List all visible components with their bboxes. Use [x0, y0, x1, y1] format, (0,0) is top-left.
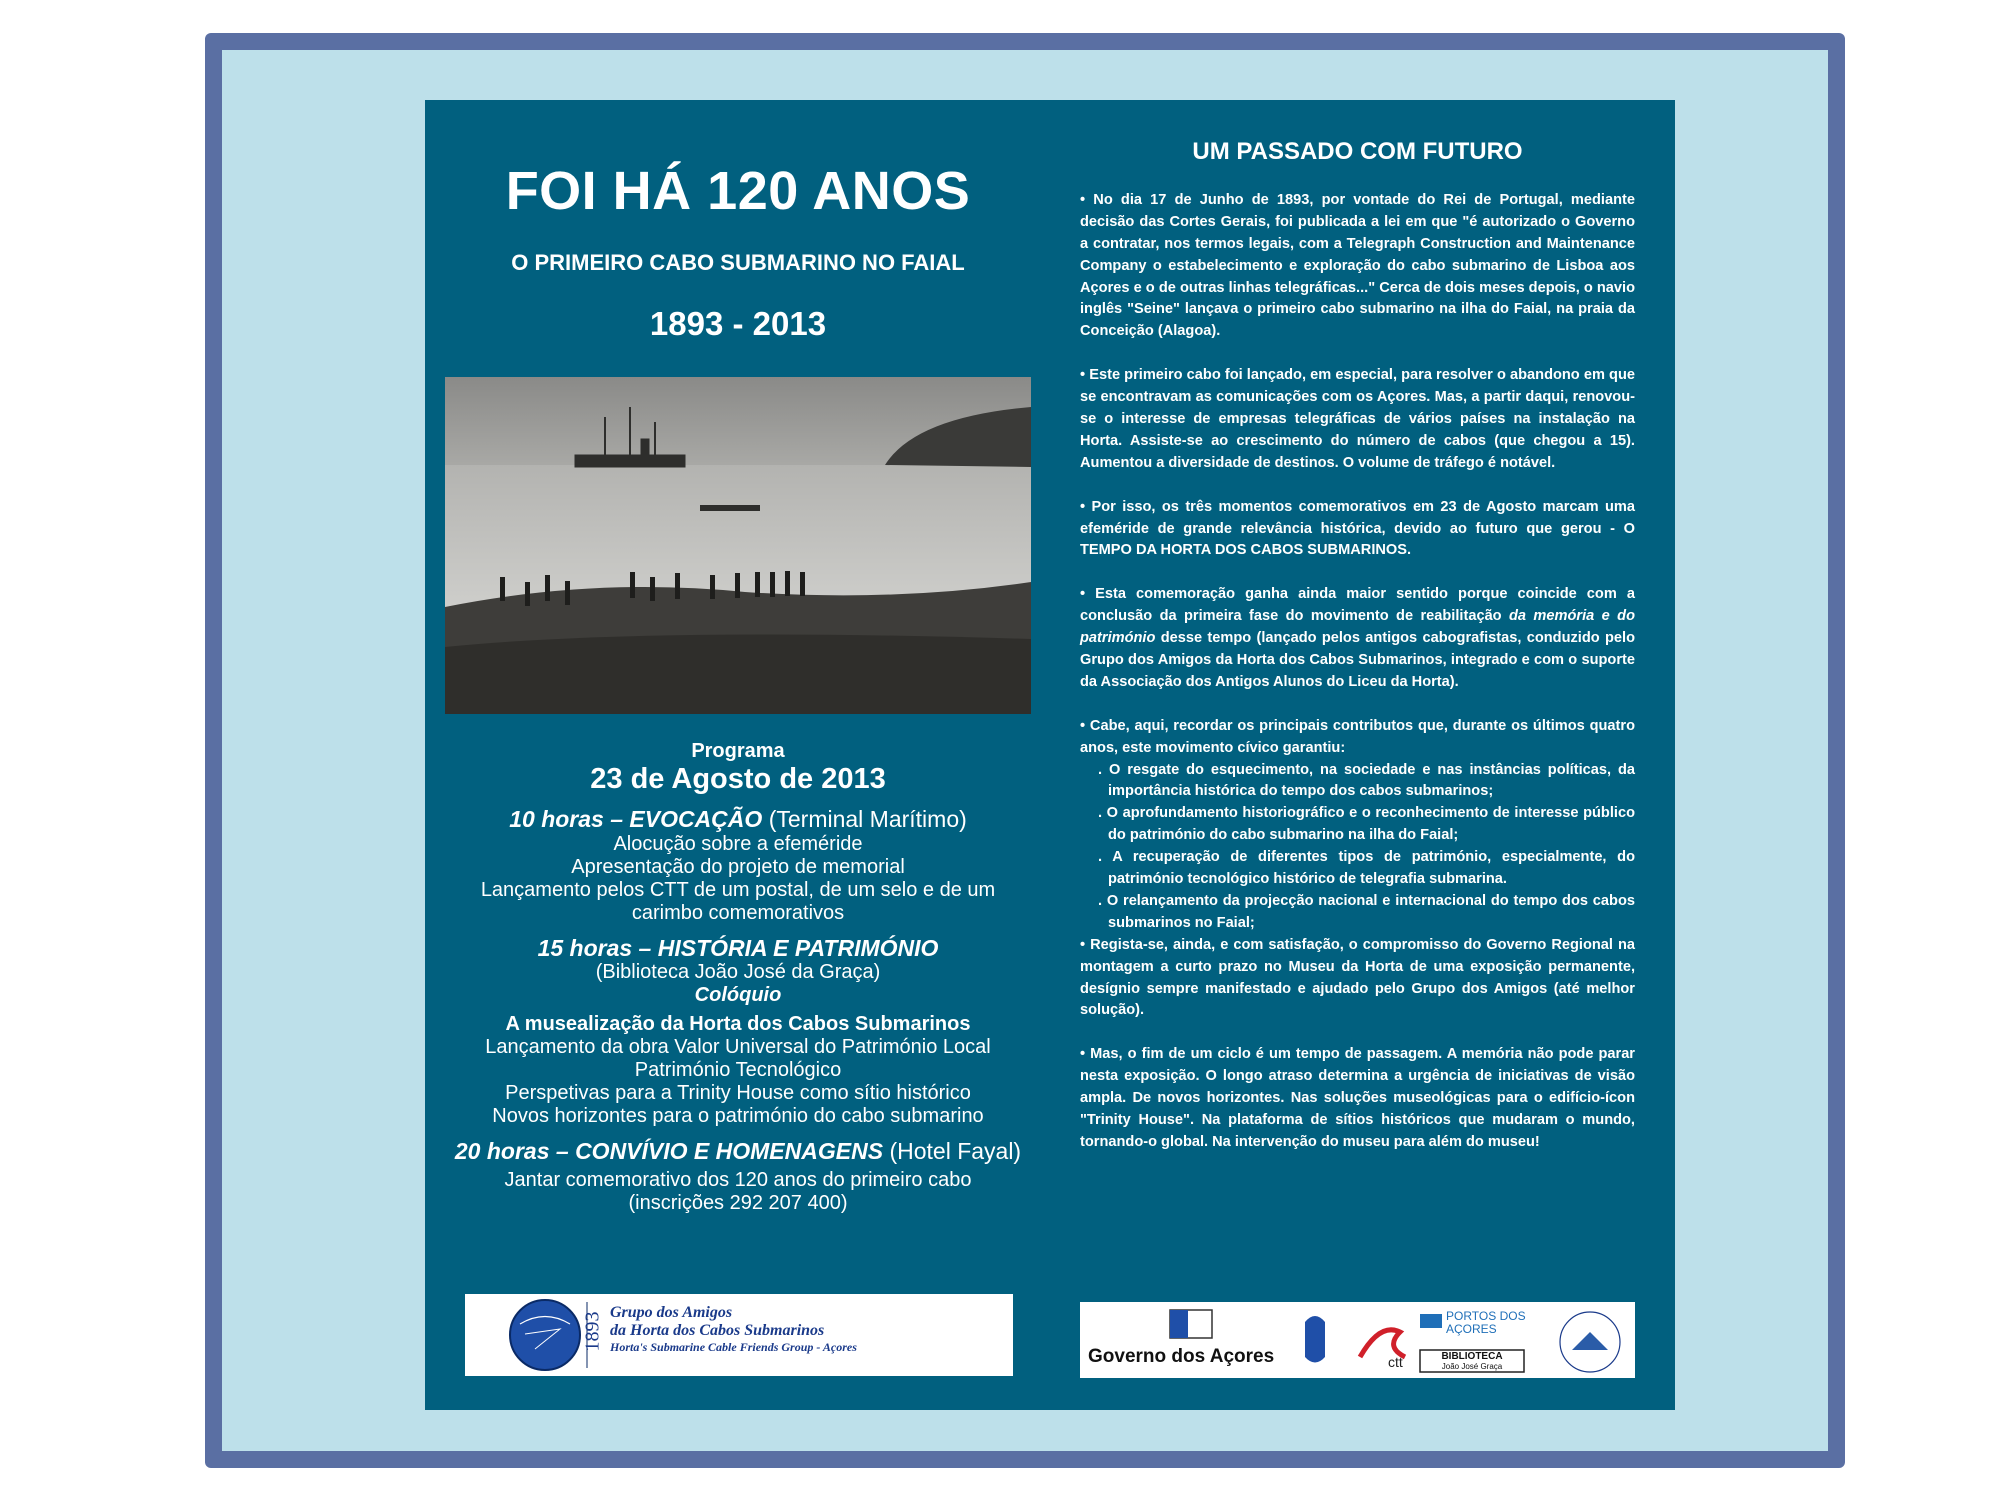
paragraph: • Regista-se, ainda, e com satisfação, o compromisso do Governo Regional na montagem a curto prazo no Museu da Horta de uma exposição permanente, desígnio sempre manifestado e ajudado pelo Grupo dos Amigos (até melhor solução).: [1080, 936, 1635, 1019]
biblioteca-sublabel: João José Graça: [1441, 1362, 1503, 1371]
session-1-line: Alocução sobre a efeméride: [613, 832, 863, 855]
session-3-line: (inscrições 292 207 400): [628, 1191, 848, 1214]
session-2-subhead: Colóquio: [694, 984, 782, 1007]
session-historia: [443, 935, 1033, 961]
list-item: . O relançamento da projecção nacional e internacional do tempo dos cabos submarinos no Faial;: [1098, 892, 1635, 931]
session-2-line: Património Tecnológico: [634, 1059, 842, 1082]
governo-label: Governo dos Açores: [1088, 1346, 1275, 1367]
session-2-line: Lançamento da obra Valor Universal do Património Local: [485, 1036, 991, 1059]
portos-icon: [1420, 1314, 1442, 1328]
paragraph: • No dia 17 de Junho de 1893, por vontade do Rei de Portugal, mediante decisão das Cortes Gerais, foi publicada a lei em que "é autorizado o Governo a contratar, nos termos legais, com a Telegraph Construction and Maintenance Company o estabelecimento e exploração do cabo submarino de Lisboa aos Açores e o de outras linhas telegráficas..." Cerca de dois meses depois, o navio inglês "Seine" lançava o primeiro cabo submarino na ilha do Faial, na praia da Conceição (Alagoa).: [1080, 192, 1635, 340]
portos-label: PORTOS DOS AÇORES: [1446, 1309, 1526, 1336]
logo-text: [610, 1304, 857, 1355]
session-2-line: Novos horizontes para o património do cabo submarino: [492, 1105, 984, 1128]
paragraph-emphasis: da memória e do património: [1080, 608, 1635, 647]
poster-years: 1893 - 2013: [649, 305, 827, 342]
session-1-line: Apresentação do projeto de memorial: [571, 855, 905, 878]
sponsor-logos: [1080, 1302, 1635, 1378]
historic-photo-ship-cable-landing: [445, 377, 1031, 714]
session-convivio: [443, 1138, 1033, 1164]
session-3-title: 20 horas – CONVÍVIO E HOMENAGENS: [454, 1138, 884, 1165]
right-text: [1080, 190, 1635, 1176]
right-title: UM PASSADO COM FUTURO: [1192, 138, 1523, 165]
coat-of-arms-icon: [1305, 1316, 1325, 1363]
session-2-place: (Biblioteca João José da Graça): [595, 961, 881, 984]
logo-line-1: Grupo dos Amigos: [610, 1304, 733, 1321]
session-2-bold-line: A musealização da Horta dos Cabos Submarinos: [505, 1013, 971, 1036]
program-date: 23 de Agosto de 2013: [590, 763, 886, 795]
poster-subtitle: O PRIMEIRO CABO SUBMARINO NO FAIAL: [511, 250, 965, 275]
program-heading: Programa: [691, 740, 785, 762]
paragraph: • Este primeiro cabo foi lançado, em especial, para resolver o abandono em que se encontravam as comunicações com os Açores. Mas, a partir daqui, renovou-se o interesse de empresas telegráficas de vários países na instalação na Horta. Assiste-se ao crescimento do número de cabos (que chegou a 15). Aumentou a diversidade de destinos. O volume de tráfego é notável.: [1080, 367, 1635, 471]
session-3-line: Jantar comemorativo dos 120 anos do primeiro cabo: [504, 1168, 972, 1191]
session-2-title: 15 horas – HISTÓRIA E PATRIMÓNIO: [537, 934, 939, 961]
logo-line-2: da Horta dos Cabos Submarinos: [610, 1322, 825, 1340]
session-3-place: (Hotel Fayal): [883, 1138, 1022, 1165]
program: [443, 740, 1033, 1215]
poster: [425, 100, 1675, 1410]
paragraph-part: • Esta comemoração ganha ainda maior sentido porque coincide com a conclusão da primeira fase do movimento de reabilitação: [1080, 586, 1635, 625]
left-column: [443, 100, 1033, 1410]
ctt-label: ctt: [1388, 1354, 1403, 1370]
list-item: . O aprofundamento historiográfico e o reconhecimento de interesse público do património do cabo submarino na ilha do Faial;: [1098, 805, 1635, 844]
list-item: . A recuperação de diferentes tipos de património, especialmente, do património tecnológico histórico de telegrafia submarina.: [1098, 849, 1635, 888]
paragraph: [1080, 584, 1635, 693]
ctt-horseman-icon: [1360, 1330, 1405, 1357]
poster-title: FOI HÁ 120 ANOS: [505, 161, 971, 221]
session-2-line: Perspetivas para a Trinity House como sítio histórico: [505, 1082, 971, 1105]
session-1-line: Lançamento pelos CTT de um postal, de um selo e de um carimbo comemorativos: [480, 878, 996, 924]
right-column: [1080, 100, 1635, 1410]
ship-photo-illustration: [445, 377, 1031, 714]
friends-group-logo: [465, 1294, 1013, 1376]
contributions-list: [1080, 760, 1635, 935]
paragraph-part: desse tempo (lançado pelos antigos cabografistas, conduzido pelo Grupo dos Amigos da Horta dos Cabos Submarinos, integrado e com o suporte da Associação dos Antigos Alunos do Liceu da Horta).: [1080, 630, 1635, 690]
logo-year: 1893: [581, 1311, 604, 1352]
session-1-place: (Terminal Marítimo): [762, 806, 967, 833]
paragraph: • Cabe, aqui, recordar os principais contributos que, durante os últimos quatro anos, este movimento cívico garantiu:: [1080, 717, 1635, 756]
session-evocacao: [443, 806, 1033, 832]
paragraph: • Mas, o fim de um ciclo é um tempo de passagem. A memória não pode parar nesta exposição. O longo atraso determina a urgência de iniciativas de visão ampla. De novos horizontes. Nas soluções museológicas para o edifício-ícon "Trinity House". Na plataforma de sítios históricos que mudaram o mundo, tornando-o global. Na intervenção do museu para além do museu!: [1080, 1046, 1635, 1150]
logo-line-3: Horta's Submarine Cable Friends Group - Açores: [610, 1339, 857, 1354]
paragraph: • Por isso, os três momentos comemorativos em 23 de Agosto marcam uma efeméride de grande relevância histórica, devido ao futuro que gerou - O TEMPO DA HORTA DOS CABOS SUBMARINOS.: [1080, 498, 1635, 559]
list-item: . O resgate do esquecimento, na sociedade e nas instâncias políticas, da importância histórica do tempo dos cabos submarinos;: [1098, 761, 1635, 800]
session-1-title: 10 horas – EVOCAÇÃO: [509, 806, 763, 833]
biblioteca-label: BIBLIOTECA: [1441, 1351, 1503, 1362]
